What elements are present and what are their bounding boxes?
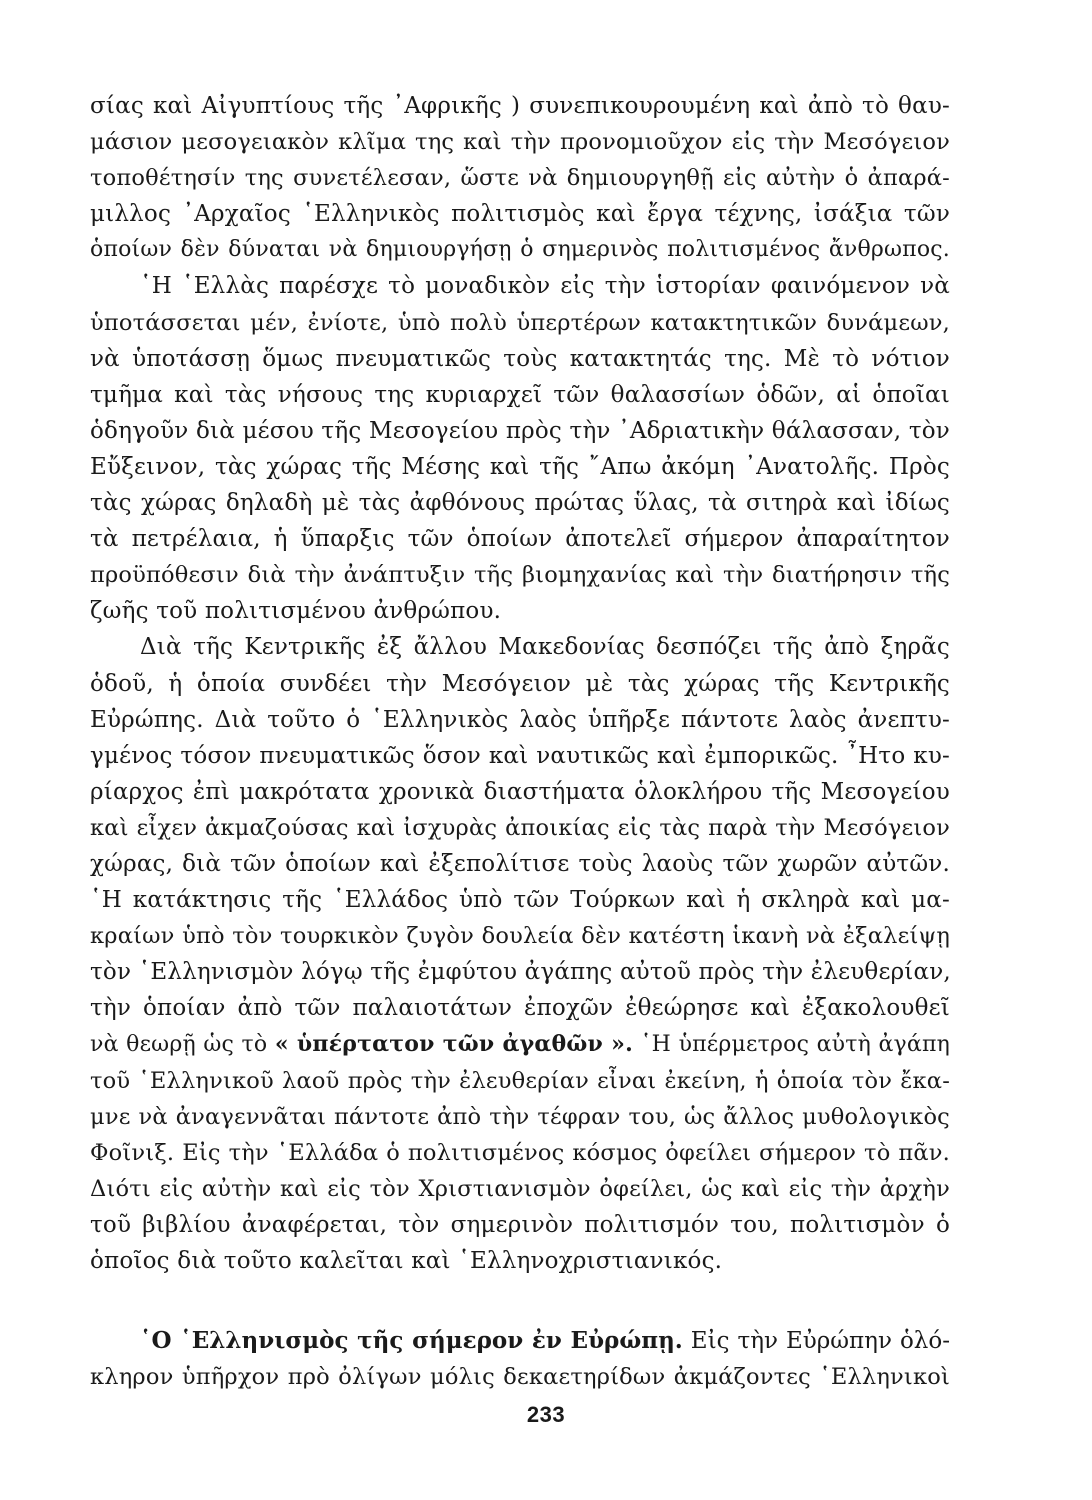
text-line: ὁποίων δὲν δύναται νὰ δημιουργήσῃ ὁ σημερινὸς πολιτισμένος ἄνθρωπος. [90, 237, 950, 263]
page-number: 233 [526, 1402, 566, 1427]
text-line: ῾Η κατάκτησις τῆς ῾Ελλάδος ὑπὸ τῶν Τούρκων καὶ ἡ σκληρὰ καὶ μα- [90, 887, 950, 914]
text-line: ῾Η ῾Ελλὰς παρέσχε τὸ μοναδικὸν εἰς τὴν ἱστορίαν φαινόμενον νὰ [140, 273, 950, 300]
text-span: Εἰς τὴν Εὐρώπην ὁλό- [682, 1328, 950, 1355]
text-span: νὰ θεωρῇ ὡς τὸ [90, 1032, 275, 1058]
text-line: ὁποῖος διὰ τοῦτο καλεῖται καὶ ῾Ελληνοχριστιανικός. [90, 1248, 723, 1274]
text-line: καὶ εἶχεν ἀκμαζούσας καὶ ἰσχυρὰς ἀποικίας εἰς τὰς παρὰ τὴν Μεσόγειον [90, 814, 950, 841]
text-line: τοῦ ῾Ελληνικοῦ λαοῦ πρὸς τὴν ἐλευθερίαν εἶναι ἐκείνη, ἡ ὁποία τὸν ἔκα- [90, 1067, 950, 1094]
text-line: προϋπόθεσιν διὰ τὴν ἀνάπτυξιν τῆς βιομηχανίας καὶ τὴν διατήρησιν τῆς [90, 562, 950, 589]
text-line: τὸν ῾Ελληνισμὸν λόγῳ τῆς ἐμφύτου ἀγάπης αὐτοῦ πρὸς τὴν ἐλευθερίαν, [90, 959, 951, 986]
section-heading-line [90, 1323, 950, 1359]
text-line: ὑποτάσσεται μέν, ἐνίοτε, ὑπὸ πολὺ ὑπερτέρων κατακτητικῶν δυνάμεων, [90, 309, 950, 336]
text-line: Φοῖνιξ. Εἰς τὴν ῾Ελλάδα ὁ πολιτισμένος κόσμος ὀφείλει σήμερον τὸ πᾶν. [90, 1139, 950, 1166]
text-line-emphasis [90, 1026, 950, 1062]
section-heading: ῾Ο ῾Ελληνισμὸς τῆς σήμερον ἐν Εὐρώπῃ. [140, 1327, 683, 1355]
text-line: ὁδοῦ, ἡ ὁποία συνδέει τὴν Μεσόγειον μὲ τὰς χώρας τῆς Κεντρικῆς [90, 670, 950, 697]
text-line: σίας καὶ Αἰγυπτίους τῆς ᾿Αφρικῆς ) συνεπικουρουμένη καὶ ἀπὸ τὸ θαυ- [90, 93, 950, 119]
text-line: τοῦ βιβλίου ἀναφέρεται, τὸν σημερινὸν πολιτισμόν του, πολιτισμὸν ὁ [90, 1211, 950, 1238]
text-line: μνε νὰ ἀναγεννᾶται πάντοτε ἀπὸ τὴν τέφραν του, ὡς ἄλλος μυθολογικὸς [90, 1103, 950, 1130]
text-line: κληρον ὑπῆρχον πρὸ ὀλίγων μόλις δεκαετηρίδων ἀκμάζοντες ῾Ελληνικοὶ [90, 1364, 950, 1391]
text-line: μιλλος ᾿Αρχαῖος ῾Ελληνικὸς πολιτισμὸς καὶ ἔργα τέχνης, ἰσάξια τῶν [90, 201, 950, 228]
text-line: τὰ πετρέλαια, ἡ ὕπαρξις τῶν ὁποίων ἀποτελεῖ σήμερον ἀπαραίτητον [90, 526, 950, 553]
text-span: ῾Η ὑπέρμετρος αὐτὴ ἀγάπη [632, 1032, 950, 1058]
text-line: τμῆμα καὶ τὰς νήσους της κυριαρχεῖ τῶν θαλασσίων ὁδῶν, αἱ ὁποῖαι [90, 381, 950, 408]
page-body [90, 88, 950, 1395]
text-line: κραίων ὑπὸ τὸν τουρκικὸν ζυγὸν δουλεία δὲν κατέστη ἱκανὴ νὰ ἐξαλείψῃ [90, 923, 950, 950]
text-line: Εὐρώπης. Διὰ τοῦτο ὁ ῾Ελληνικὸς λαὸς ὑπῆρξε πάντοτε λαὸς ἀνεπτυ- [90, 706, 950, 733]
text-line: Διότι εἰς αὐτὴν καὶ εἰς τὸν Χριστιανισμὸν ὀφείλει, ὡς καὶ εἰς τὴν ἀρχὴν [90, 1175, 950, 1202]
text-line: μάσιον μεσογειακὸν κλῖμα της καὶ τὴν προνομιοῦχον εἰς τὴν Μεσόγειον [90, 129, 950, 156]
text-line: Διὰ τῆς Κεντρικῆς ἐξ ἄλλου Μακεδονίας δεσπόζει τῆς ἀπὸ ξηρᾶς [140, 634, 950, 661]
text-line: ζωῆς τοῦ πολιτισμένου ἀνθρώπου. [90, 598, 502, 625]
text-line: Εὔξεινον, τὰς χώρας τῆς Μέσης καὶ τῆς ῎Απω ἀκόμη ᾿Ανατολῆς. Πρὸς [90, 453, 950, 480]
text-line: νὰ ὑποτάσσῃ ὅμως πνευματικῶς τοὺς κατακτητάς της. Μὲ τὸ νότιον [90, 345, 950, 372]
text-line: χώρας, διὰ τῶν ὁποίων καὶ ἐξεπολίτισε τοὺς λαοὺς τῶν χωρῶν αὐτῶν. [90, 850, 950, 877]
text-line: ρίαρχος ἐπὶ μακρότατα χρονικὰ διαστήματα ὁλοκλήρου τῆς Μεσογείου [90, 778, 950, 805]
text-line: τὰς χώρας δηλαδὴ μὲ τὰς ἀφθόνους πρώτας ὕλας, τὰ σιτηρὰ καὶ ἰδίως [90, 490, 950, 517]
text-line: γμένος τόσον πνευματικῶς ὅσον καὶ ναυτικῶς καὶ ἐμπορικῶς. ῏Ητο κυ- [90, 742, 950, 769]
text-line: ὁδηγοῦν διὰ μέσου τῆς Μεσογείου πρὸς τὴν ᾿Αδριατικὴν θάλασσαν, τὸν [90, 417, 950, 444]
text-line: τοποθέτησίν της συνετέλεσαν, ὥστε νὰ δημιουργηθῇ εἰς αὐτὴν ὁ ἀπαρά- [90, 165, 950, 192]
text-line: τὴν ὁποίαν ἀπὸ τῶν παλαιοτάτων ἐποχῶν ἐθεώρησε καὶ ἐξακολουθεῖ [90, 995, 950, 1022]
quoted-phrase-bold: « ὑπέρτατον τῶν ἀγαθῶν ». [274, 1031, 633, 1058]
